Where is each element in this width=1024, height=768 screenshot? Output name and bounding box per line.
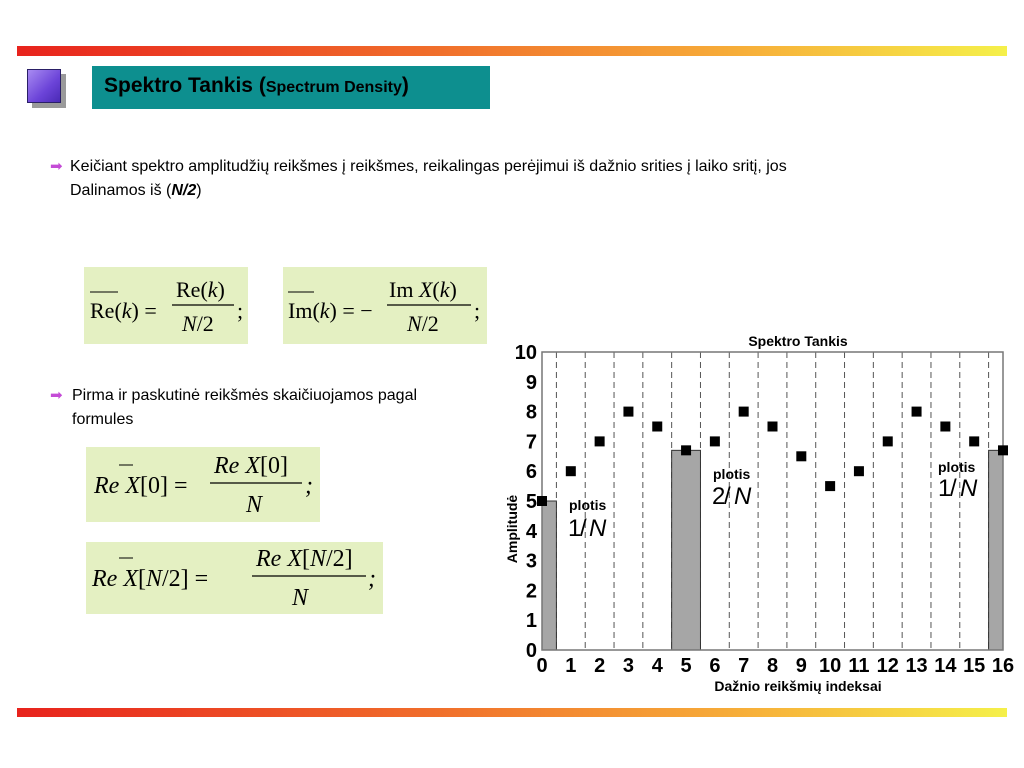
annotation-2 xyxy=(712,466,752,510)
y-tick-label: 1 xyxy=(525,610,537,633)
formula-4-den: N xyxy=(292,585,309,611)
annotation-1-num: 1 xyxy=(568,515,582,542)
grid-layer xyxy=(556,352,988,650)
annotation-1-label: plotis xyxy=(569,497,607,513)
formula-3-den: N xyxy=(246,492,263,518)
data-point xyxy=(912,407,922,417)
formula-3-end: ; xyxy=(305,473,313,499)
data-point xyxy=(595,436,605,446)
annotation-1 xyxy=(568,497,607,542)
formula-3-lhs: Re X[0] = xyxy=(94,473,188,499)
formula-re-x-n2 xyxy=(86,542,383,614)
bullet-1-close: ) xyxy=(196,182,202,199)
bar-1 xyxy=(672,450,701,650)
x-tick-label: 11 xyxy=(848,655,870,677)
y-tick-label: 3 xyxy=(525,550,537,573)
y-tick-label: 5 xyxy=(525,491,537,513)
bar-layer xyxy=(542,450,1003,650)
slide-title xyxy=(104,74,409,98)
annotation-1-slash: / xyxy=(580,515,587,542)
formula-1-end: ; xyxy=(237,298,244,323)
data-point xyxy=(537,496,547,506)
top-gradient-bar xyxy=(17,46,1007,56)
arrow-icon: ➡ xyxy=(50,158,63,175)
data-point xyxy=(681,445,691,455)
formula-1-den: N/2 xyxy=(182,311,214,336)
x-tick-label: 15 xyxy=(963,655,986,677)
formula-2-end: ; xyxy=(474,298,481,323)
x-axis-label: Dažnio reikšmių indeksai xyxy=(714,678,882,694)
annotation-1-den: N xyxy=(589,515,607,542)
arrow-icon-2: ➡ xyxy=(50,387,63,404)
y-tick-label: 0 xyxy=(525,640,537,662)
bullet-1-prefix: Dalinamos iš ( xyxy=(70,182,172,199)
formula-1-num: Re(k) xyxy=(176,277,225,302)
data-point xyxy=(940,422,950,432)
data-point xyxy=(739,407,749,417)
y-tick-label: 9 xyxy=(525,371,537,394)
x-tick-label: 16 xyxy=(991,655,1015,677)
formula-2-den: N/2 xyxy=(407,311,439,336)
bullet-face xyxy=(27,69,61,103)
data-point xyxy=(883,436,893,446)
y-tick-label: 7 xyxy=(525,431,537,454)
annotation-3 xyxy=(938,459,978,502)
formula-4-lhs: Re X[N/2] = xyxy=(92,566,209,592)
formula-2-lhs: Im(k) = − xyxy=(288,298,373,323)
x-tick-label: 5 xyxy=(680,655,692,677)
data-point xyxy=(796,451,806,461)
y-tick-label: 6 xyxy=(525,461,537,484)
formula-1-lhs: Re(k) = xyxy=(90,298,157,323)
title-sub: Spectrum Density xyxy=(265,79,402,96)
bullet-1-bold: N/2 xyxy=(171,182,197,199)
annotation-3-den: N xyxy=(960,475,978,502)
x-tick-label: 2 xyxy=(594,655,606,677)
formula-4-end: ; xyxy=(368,566,376,592)
data-point xyxy=(825,481,835,491)
annotation-3-slash: / xyxy=(950,475,957,502)
annotation-2-num: 2 xyxy=(712,483,726,510)
bar-0 xyxy=(542,501,556,650)
title-main: Spektro Tankis ( xyxy=(104,74,266,97)
data-point xyxy=(566,466,576,476)
title-bullet-square xyxy=(27,69,63,105)
annotation-3-num: 1 xyxy=(938,475,952,502)
x-tick-label: 14 xyxy=(934,655,957,677)
x-tick-label: 9 xyxy=(795,655,807,677)
annotation-2-label: plotis xyxy=(713,466,751,482)
data-point xyxy=(652,422,662,432)
y-tick-label: 4 xyxy=(525,520,537,543)
bullet-paragraph-2 xyxy=(50,384,470,432)
formula-4-num: Re X[N/2] xyxy=(256,546,353,572)
y-tick-label: 10 xyxy=(514,342,537,364)
x-tick-label: 1 xyxy=(565,655,577,677)
y-tick-label: 8 xyxy=(525,401,537,424)
x-tick-label: 6 xyxy=(709,655,721,677)
formula-3-num: Re X[0] xyxy=(214,453,288,479)
chart-title: Spektro Tankis xyxy=(748,333,848,349)
title-close: ) xyxy=(401,74,409,97)
data-point xyxy=(623,407,633,417)
formula-re-x-0 xyxy=(86,447,320,522)
annotation-3-label: plotis xyxy=(938,459,976,475)
y-tick-label: 2 xyxy=(525,580,537,603)
x-tick-label: 7 xyxy=(738,655,750,677)
bullet-2-text: Pirma ir paskutinė reikšmės skaičiuojamos pagal formules xyxy=(72,387,418,428)
x-tick-label: 8 xyxy=(766,655,779,677)
title-box xyxy=(92,66,490,109)
bullet-1-line-1: Keičiant spektro amplitudžių reikšmes į reikšmes, reikalingas perėjimui iš dažnio srities į laiko sritį, jos xyxy=(70,158,787,175)
formula-im-k xyxy=(283,267,487,344)
bottom-gradient-bar xyxy=(17,708,1007,717)
x-tick-label: 10 xyxy=(819,655,842,677)
x-tick-label: 3 xyxy=(622,655,634,677)
x-tick-label: 12 xyxy=(876,655,899,677)
data-point xyxy=(998,445,1008,455)
bar-2 xyxy=(989,450,1003,650)
data-point xyxy=(854,466,864,476)
formula-2-num: Im X(k) xyxy=(389,277,457,302)
x-tick-label: 4 xyxy=(651,655,663,677)
plot-frame xyxy=(542,352,1003,650)
annotation-2-slash: / xyxy=(724,483,731,510)
data-point xyxy=(768,422,778,432)
annotation-2-den: N xyxy=(734,483,752,510)
data-point xyxy=(710,436,720,446)
bullet-paragraph-1 xyxy=(50,155,990,203)
bullet-1-line-2 xyxy=(70,179,990,203)
x-tick-label: 0 xyxy=(536,655,548,677)
x-tick-label: 13 xyxy=(905,655,928,677)
formula-re-k xyxy=(84,267,248,344)
data-point xyxy=(969,436,979,446)
spectrum-density-chart xyxy=(500,330,1020,700)
x-tick-layer xyxy=(536,655,1014,677)
y-axis-label: Amplitudė xyxy=(504,494,520,564)
